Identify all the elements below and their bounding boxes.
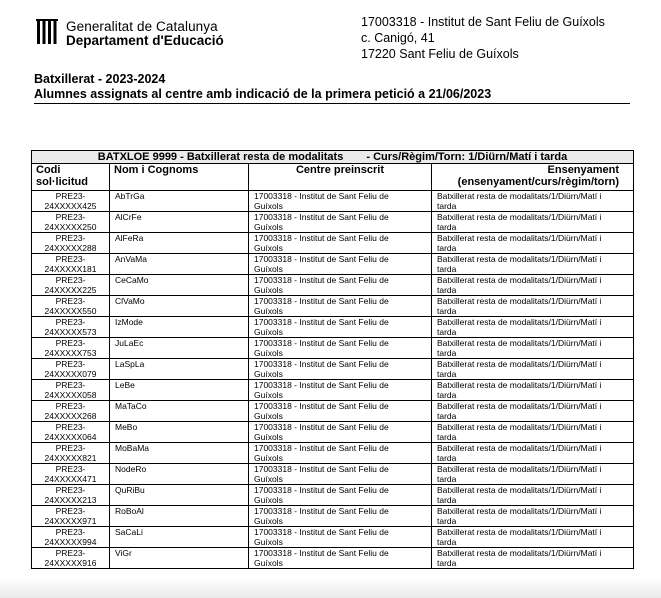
ensenyament-line1: Batxillerat resta de modalitats/1/Diürn/Matí i xyxy=(437,233,602,243)
request-code-line1: PRE23- xyxy=(55,191,86,201)
centre-line2: Guíxols xyxy=(254,327,283,337)
centre-line2: Guíxols xyxy=(254,453,283,463)
ensenyament-cell xyxy=(432,485,634,506)
centre-cell xyxy=(249,212,432,233)
request-code-cell xyxy=(32,527,110,548)
centre-line2: Guíxols xyxy=(254,411,283,421)
request-code-line2: 24XXXXX225 xyxy=(44,285,97,295)
request-code-cell xyxy=(32,191,110,212)
request-code-line2: 24XXXXX971 xyxy=(44,516,97,526)
column-header-centre: Centre preinscrit xyxy=(249,164,432,191)
address-line: 17220 Sant Feliu de Guíxols xyxy=(361,47,519,61)
student-name-cell: MoBaMa xyxy=(110,443,249,464)
ensenyament-cell xyxy=(432,464,634,485)
table-row xyxy=(32,275,634,296)
title-line-2: Alumnes assignats al centre amb indicació de la primera petició a 21/06/2023 xyxy=(34,87,492,101)
request-code-line2: 24XXXXX213 xyxy=(44,495,97,505)
request-code-line1: PRE23- xyxy=(55,275,86,285)
organization-name xyxy=(66,20,224,48)
centre-line1: 17003318 - Institut de Sant Feliu de xyxy=(254,401,389,411)
ensenyament-line1: Batxillerat resta de modalitats/1/Diürn/Matí i xyxy=(437,527,602,537)
table-row xyxy=(32,233,634,254)
ensenyament-line1: Batxillerat resta de modalitats/1/Diürn/Matí i xyxy=(437,464,602,474)
table-row xyxy=(32,527,634,548)
request-code-cell xyxy=(32,254,110,275)
ensenyament-cell xyxy=(432,401,634,422)
request-code-line1: PRE23- xyxy=(55,380,86,390)
ensenyament-line2: tarda xyxy=(437,222,457,232)
ensenyament-cell xyxy=(432,338,634,359)
ensenyament-line2: tarda xyxy=(437,411,457,421)
student-name-cell: MeBo xyxy=(110,422,249,443)
centre-cell xyxy=(249,317,432,338)
ensenyament-line1: Batxillerat resta de modalitats/1/Diürn/Matí i xyxy=(437,191,602,201)
student-name-cell: AlFeRa xyxy=(110,233,249,254)
request-code-line2: 24XXXXX064 xyxy=(44,432,97,442)
centre-cell xyxy=(249,422,432,443)
column-header-code-line1: Codi xyxy=(36,164,61,176)
request-code-cell xyxy=(32,317,110,338)
request-code-line1: PRE23- xyxy=(55,422,86,432)
ensenyament-cell xyxy=(432,380,634,401)
centre-line2: Guíxols xyxy=(254,222,283,232)
centre-line1: 17003318 - Institut de Sant Feliu de xyxy=(254,338,389,348)
centre-line1: 17003318 - Institut de Sant Feliu de xyxy=(254,212,389,222)
ensenyament-line1: Batxillerat resta de modalitats/1/Diürn/Matí i xyxy=(437,359,602,369)
centre-line2: Guíxols xyxy=(254,432,283,442)
title-line-1: Batxillerat - 2023-2024 xyxy=(34,72,166,86)
ensenyament-line2: tarda xyxy=(437,369,457,379)
request-code-cell xyxy=(32,422,110,443)
request-code-line2: 24XXXXX471 xyxy=(44,474,97,484)
centre-cell xyxy=(249,485,432,506)
centre-cell xyxy=(249,254,432,275)
request-code-line2: 24XXXXX268 xyxy=(44,411,97,421)
centre-line1: 17003318 - Institut de Sant Feliu de xyxy=(254,527,389,537)
centre-line1: 17003318 - Institut de Sant Feliu de xyxy=(254,506,389,516)
request-code-line2: 24XXXXX288 xyxy=(44,243,97,253)
centre-cell xyxy=(249,464,432,485)
request-code-line2: 24XXXXX250 xyxy=(44,222,97,232)
centre-cell xyxy=(249,548,432,569)
request-code-cell xyxy=(32,443,110,464)
student-name-cell: ClVaMo xyxy=(110,296,249,317)
table-row xyxy=(32,506,634,527)
group-header xyxy=(32,151,634,164)
ensenyament-line1: Batxillerat resta de modalitats/1/Diürn/Matí i xyxy=(437,317,602,327)
table-row xyxy=(32,359,634,380)
centre-cell xyxy=(249,401,432,422)
request-code-cell xyxy=(32,212,110,233)
ensenyament-cell xyxy=(432,317,634,338)
page-bottom-shadow xyxy=(0,578,661,598)
centre-line1: 17003318 - Institut de Sant Feliu de xyxy=(254,485,389,495)
ensenyament-cell xyxy=(432,527,634,548)
request-code-line2: 24XXXXX550 xyxy=(44,306,97,316)
ensenyament-cell xyxy=(432,254,634,275)
ensenyament-line2: tarda xyxy=(437,390,457,400)
org-line-2: Departament d'Educació xyxy=(66,33,224,48)
student-name-cell: CeCaMo xyxy=(110,275,249,296)
request-code-line2: 24XXXXX573 xyxy=(44,327,97,337)
request-code-line2: 24XXXXX058 xyxy=(44,390,97,400)
title-divider xyxy=(34,103,630,104)
ensenyament-line2: tarda xyxy=(437,243,457,253)
centre-line2: Guíxols xyxy=(254,537,283,547)
ensenyament-line1: Batxillerat resta de modalitats/1/Diürn/Matí i xyxy=(437,548,602,558)
student-name-cell: AlCrFe xyxy=(110,212,249,233)
table-row xyxy=(32,485,634,506)
table-row xyxy=(32,464,634,485)
request-code-line2: 24XXXXX994 xyxy=(44,537,97,547)
ensenyament-cell xyxy=(432,296,634,317)
centre-line2: Guíxols xyxy=(254,390,283,400)
column-header-code-line2: sol·licitud xyxy=(36,176,88,188)
table-row xyxy=(32,338,634,359)
table-row xyxy=(32,296,634,317)
student-name-cell: LaSpLa xyxy=(110,359,249,380)
request-code-line2: 24XXXXX753 xyxy=(44,348,97,358)
group-header-right: - Curs/Règim/Torn: 1/Diürn/Matí i tarda xyxy=(366,151,568,163)
request-code-cell xyxy=(32,359,110,380)
request-code-line1: PRE23- xyxy=(55,401,86,411)
centre-cell xyxy=(249,359,432,380)
ensenyament-cell xyxy=(432,359,634,380)
ensenyament-cell xyxy=(432,191,634,212)
student-name-cell: AnVaMa xyxy=(110,254,249,275)
student-name-cell: LeBe xyxy=(110,380,249,401)
ensenyament-line2: tarda xyxy=(437,348,457,358)
ensenyament-cell xyxy=(432,422,634,443)
ensenyament-line2: tarda xyxy=(437,201,457,211)
request-code-line1: PRE23- xyxy=(55,296,86,306)
address-line: 17003318 - Institut de Sant Feliu de Guíxols xyxy=(361,15,605,29)
ensenyament-line1: Batxillerat resta de modalitats/1/Diürn/Matí i xyxy=(437,254,602,264)
ensenyament-line1: Batxillerat resta de modalitats/1/Diürn/Matí i xyxy=(437,275,602,285)
ensenyament-line1: Batxillerat resta de modalitats/1/Diürn/Matí i xyxy=(437,485,602,495)
request-code-cell xyxy=(32,275,110,296)
request-code-line1: PRE23- xyxy=(55,317,86,327)
centre-cell xyxy=(249,506,432,527)
table-row xyxy=(32,317,634,338)
ensenyament-line2: tarda xyxy=(437,495,457,505)
ensenyament-cell xyxy=(432,275,634,296)
ensenyament-line2: tarda xyxy=(437,327,457,337)
centre-line1: 17003318 - Institut de Sant Feliu de xyxy=(254,380,389,390)
centre-line1: 17003318 - Institut de Sant Feliu de xyxy=(254,317,389,327)
centre-cell xyxy=(249,338,432,359)
ensenyament-line2: tarda xyxy=(437,474,457,484)
student-name-cell: JuLaEc xyxy=(110,338,249,359)
ensenyament-cell xyxy=(432,212,634,233)
ensenyament-line1: Batxillerat resta de modalitats/1/Diürn/Matí i xyxy=(437,506,602,516)
group-header-row xyxy=(32,151,634,164)
ensenyament-cell xyxy=(432,506,634,527)
ensenyament-line1: Batxillerat resta de modalitats/1/Diürn/Matí i xyxy=(437,380,602,390)
request-code-line1: PRE23- xyxy=(55,527,86,537)
ensenyament-line1: Batxillerat resta de modalitats/1/Diürn/Matí i xyxy=(437,212,602,222)
ensenyament-line2: tarda xyxy=(437,285,457,295)
column-header-code xyxy=(32,164,110,191)
centre-line1: 17003318 - Institut de Sant Feliu de xyxy=(254,275,389,285)
centre-line1: 17003318 - Institut de Sant Feliu de xyxy=(254,443,389,453)
request-code-cell xyxy=(32,401,110,422)
centre-line2: Guíxols xyxy=(254,306,283,316)
centre-cell xyxy=(249,296,432,317)
request-code-cell xyxy=(32,506,110,527)
ensenyament-line2: tarda xyxy=(437,516,457,526)
request-code-line2: 24XXXXX821 xyxy=(44,453,97,463)
student-name-cell: NodeRo xyxy=(110,464,249,485)
request-code-cell xyxy=(32,233,110,254)
centre-cell xyxy=(249,527,432,548)
student-name-cell: MaTaCo xyxy=(110,401,249,422)
ensenyament-line2: tarda xyxy=(437,558,457,568)
centre-line2: Guíxols xyxy=(254,285,283,295)
student-name-cell: IzMode xyxy=(110,317,249,338)
request-code-cell xyxy=(32,296,110,317)
centre-line1: 17003318 - Institut de Sant Feliu de xyxy=(254,464,389,474)
request-code-line1: PRE23- xyxy=(55,485,86,495)
centre-line2: Guíxols xyxy=(254,243,283,253)
ensenyament-line1: Batxillerat resta de modalitats/1/Diürn/Matí i xyxy=(437,296,602,306)
centre-cell xyxy=(249,275,432,296)
request-code-cell xyxy=(32,464,110,485)
request-code-line1: PRE23- xyxy=(55,359,86,369)
centre-line1: 17003318 - Institut de Sant Feliu de xyxy=(254,296,389,306)
ensenyament-line2: tarda xyxy=(437,432,457,442)
ensenyament-line2: tarda xyxy=(437,264,457,274)
centre-cell xyxy=(249,380,432,401)
centre-line2: Guíxols xyxy=(254,264,283,274)
table-row xyxy=(32,191,634,212)
ensenyament-line1: Batxillerat resta de modalitats/1/Diürn/Matí i xyxy=(437,422,602,432)
ensenyament-cell xyxy=(432,443,634,464)
centre-line1: 17003318 - Institut de Sant Feliu de xyxy=(254,548,389,558)
table-row xyxy=(32,401,634,422)
student-name-cell: QuRiBu xyxy=(110,485,249,506)
org-line-1: Generalitat de Catalunya xyxy=(66,19,218,34)
assigned-students-table xyxy=(31,150,634,569)
centre-line1: 17003318 - Institut de Sant Feliu de xyxy=(254,359,389,369)
centre-line1: 17003318 - Institut de Sant Feliu de xyxy=(254,254,389,264)
centre-line1: 17003318 - Institut de Sant Feliu de xyxy=(254,233,389,243)
table-row xyxy=(32,212,634,233)
column-header-ens-line2: (ensenyament/curs/règim/torn) xyxy=(457,176,620,188)
column-header-ensenyament xyxy=(432,164,634,191)
ensenyament-line1: Batxillerat resta de modalitats/1/Diürn/Matí i xyxy=(437,401,602,411)
table-row xyxy=(32,422,634,443)
student-name-cell: ViGr xyxy=(110,548,249,569)
request-code-cell xyxy=(32,548,110,569)
student-name-cell: AbTrGa xyxy=(110,191,249,212)
centre-line2: Guíxols xyxy=(254,495,283,505)
ensenyament-line1: Batxillerat resta de modalitats/1/Diürn/Matí i xyxy=(437,443,602,453)
request-code-cell xyxy=(32,338,110,359)
request-code-line1: PRE23- xyxy=(55,233,86,243)
request-code-cell xyxy=(32,485,110,506)
request-code-line1: PRE23- xyxy=(55,212,86,222)
centre-line2: Guíxols xyxy=(254,516,283,526)
request-code-line1: PRE23- xyxy=(55,464,86,474)
ensenyament-line2: tarda xyxy=(437,537,457,547)
student-name-cell: SaCaLi xyxy=(110,527,249,548)
group-header-left: BATXLOE 9999 - Batxillerat resta de modalitats xyxy=(97,151,344,163)
request-code-line2: 24XXXXX079 xyxy=(44,369,97,379)
centre-line2: Guíxols xyxy=(254,348,283,358)
ensenyament-cell xyxy=(432,233,634,254)
request-code-line1: PRE23- xyxy=(55,548,86,558)
centre-line1: 17003318 - Institut de Sant Feliu de xyxy=(254,191,389,201)
request-code-line2: 24XXXXX916 xyxy=(44,558,97,568)
column-header-ens-line1: Ensenyament xyxy=(547,164,620,176)
request-code-line1: PRE23- xyxy=(55,254,86,264)
table-row xyxy=(32,380,634,401)
centre-cell xyxy=(249,191,432,212)
address-line: c. Canigó, 41 xyxy=(361,31,435,45)
request-code-line2: 24XXXXX425 xyxy=(44,201,97,211)
column-header-name: Nom i Cognoms xyxy=(110,164,249,191)
request-code-cell xyxy=(32,380,110,401)
centre-line2: Guíxols xyxy=(254,558,283,568)
school-address xyxy=(361,14,605,62)
centre-line2: Guíxols xyxy=(254,369,283,379)
ensenyament-line1: Batxillerat resta de modalitats/1/Diürn/Matí i xyxy=(437,338,602,348)
ensenyament-cell xyxy=(432,548,634,569)
generalitat-logo-icon xyxy=(36,19,58,46)
centre-cell xyxy=(249,443,432,464)
centre-line1: 17003318 - Institut de Sant Feliu de xyxy=(254,422,389,432)
table-row xyxy=(32,443,634,464)
table-row xyxy=(32,254,634,275)
request-code-line2: 24XXXXX181 xyxy=(44,264,97,274)
table-row xyxy=(32,548,634,569)
request-code-line1: PRE23- xyxy=(55,506,86,516)
centre-line2: Guíxols xyxy=(254,474,283,484)
ensenyament-line2: tarda xyxy=(437,453,457,463)
ensenyament-line2: tarda xyxy=(437,306,457,316)
column-header-row xyxy=(32,164,634,191)
request-code-line1: PRE23- xyxy=(55,338,86,348)
document-title xyxy=(34,72,491,102)
request-code-line1: PRE23- xyxy=(55,443,86,453)
centre-cell xyxy=(249,233,432,254)
centre-line2: Guíxols xyxy=(254,201,283,211)
student-name-cell: RoBoAl xyxy=(110,506,249,527)
